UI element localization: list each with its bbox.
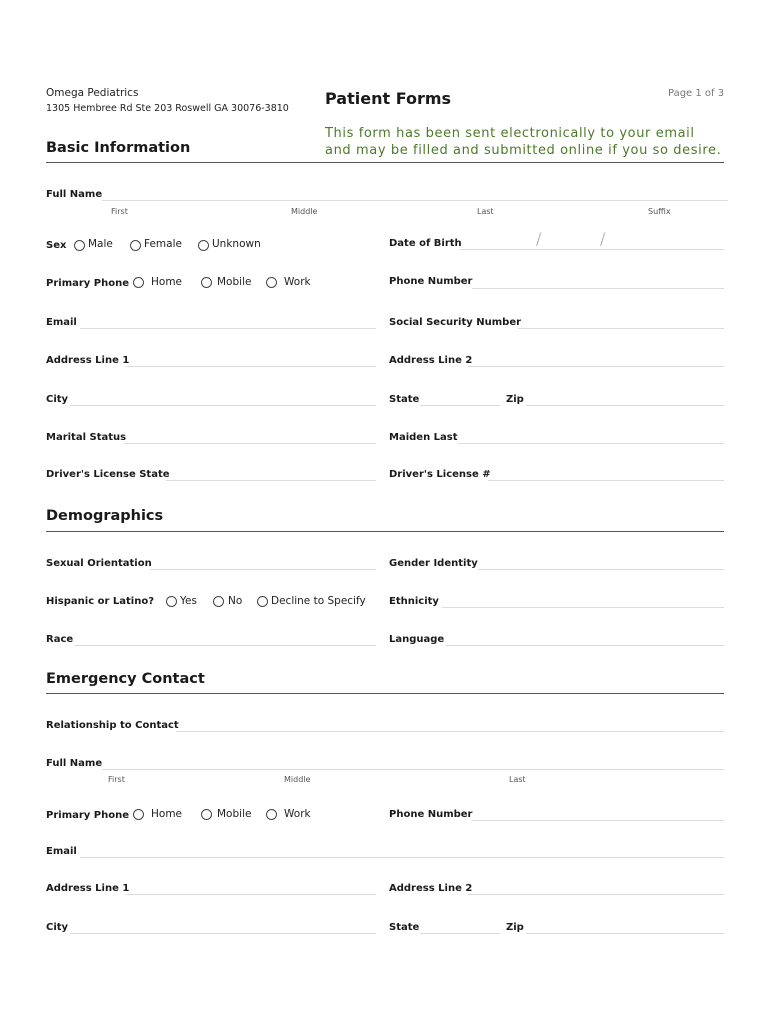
- ec-phone-mobile-radio[interactable]: [201, 809, 212, 820]
- dl-state-field[interactable]: [166, 480, 376, 481]
- ec-first-sublabel: First: [108, 775, 125, 784]
- hispanic-no-label: No: [228, 595, 243, 607]
- relationship-label: Relationship to Contact: [46, 720, 179, 731]
- section-emergency-contact: Emergency Contact: [46, 671, 205, 687]
- page-title: Patient Forms: [325, 89, 452, 108]
- address2-label: Address Line 2: [389, 355, 473, 366]
- email-label: Email: [46, 317, 77, 328]
- ec-email-field[interactable]: [80, 857, 724, 858]
- hispanic-label: Hispanic or Latino?: [46, 596, 155, 607]
- dob-separator: /: [536, 229, 542, 248]
- ec-full-name-label: Full Name: [46, 758, 103, 769]
- dl-number-label: Driver's License #: [389, 469, 491, 480]
- dl-number-field[interactable]: [488, 480, 724, 481]
- phone-home-label: Home: [151, 276, 183, 288]
- sex-female-radio[interactable]: [130, 240, 141, 251]
- sex-male-label: Male: [88, 238, 113, 250]
- ec-phone-number-field[interactable]: [472, 820, 724, 821]
- ec-phone-home-radio[interactable]: [133, 809, 144, 820]
- phone-number-label: Phone Number: [389, 276, 473, 287]
- city-field[interactable]: [70, 405, 376, 406]
- full-name-field[interactable]: [102, 200, 728, 201]
- section-divider: [46, 162, 724, 163]
- maiden-last-field[interactable]: [458, 443, 724, 444]
- ec-city-field[interactable]: [70, 933, 376, 934]
- suffix-sublabel: Suffix: [648, 207, 671, 216]
- maiden-last-label: Maiden Last: [389, 432, 458, 443]
- sexual-orientation-label: Sexual Orientation: [46, 558, 152, 569]
- ethnicity-label: Ethnicity: [389, 596, 439, 607]
- sex-unknown-label: Unknown: [212, 238, 261, 250]
- relationship-field[interactable]: [176, 731, 724, 732]
- section-divider: [46, 693, 724, 694]
- gender-identity-field[interactable]: [478, 569, 724, 570]
- section-divider: [46, 531, 724, 532]
- state-label: State: [389, 394, 420, 405]
- zip-label: Zip: [506, 394, 524, 405]
- phone-work-label: Work: [284, 276, 311, 288]
- section-demographics: Demographics: [46, 508, 164, 524]
- zip-field[interactable]: [526, 405, 724, 406]
- ec-phone-work-label: Work: [284, 808, 311, 820]
- language-label: Language: [389, 634, 445, 645]
- ethnicity-field[interactable]: [442, 607, 724, 608]
- dl-state-label: Driver's License State: [46, 469, 170, 480]
- phone-number-field[interactable]: [472, 288, 724, 289]
- electronic-notice: [325, 125, 745, 159]
- practice-address: 1305 Hembree Rd Ste 203 Roswell GA 30076-3810: [46, 103, 289, 114]
- ec-email-label: Email: [46, 846, 77, 857]
- sex-female-label: Female: [144, 238, 182, 250]
- ec-address2-label: Address Line 2: [389, 883, 473, 894]
- gender-identity-label: Gender Identity: [389, 558, 478, 569]
- primary-phone-label: Primary Phone: [46, 278, 130, 289]
- ec-address2-field[interactable]: [468, 894, 724, 895]
- first-sublabel: First: [111, 207, 128, 216]
- dob-separator: /: [600, 229, 606, 248]
- section-basic-information: Basic Information: [46, 140, 191, 156]
- middle-sublabel: Middle: [291, 207, 318, 216]
- ec-phone-work-radio[interactable]: [266, 809, 277, 820]
- race-field[interactable]: [74, 645, 376, 646]
- email-field[interactable]: [80, 328, 376, 329]
- hispanic-decline-radio[interactable]: [257, 596, 268, 607]
- ec-full-name-field[interactable]: [102, 769, 724, 770]
- notice-line-2: and may be filled and submitted online if you so desire.: [325, 143, 722, 158]
- marital-status-label: Marital Status: [46, 432, 127, 443]
- hispanic-yes-label: Yes: [180, 595, 197, 607]
- ec-last-sublabel: Last: [509, 775, 526, 784]
- address1-field[interactable]: [126, 366, 376, 367]
- ec-primary-phone-label: Primary Phone: [46, 810, 130, 821]
- sex-male-radio[interactable]: [74, 240, 85, 251]
- address2-field[interactable]: [468, 366, 724, 367]
- ec-state-label: State: [389, 922, 420, 933]
- ec-phone-number-label: Phone Number: [389, 809, 473, 820]
- sex-unknown-radio[interactable]: [198, 240, 209, 251]
- page-number: Page 1 of 3: [668, 88, 725, 99]
- full-name-label: Full Name: [46, 189, 103, 200]
- dob-label: Date of Birth: [389, 238, 462, 249]
- sexual-orientation-field[interactable]: [150, 569, 376, 570]
- phone-work-radio[interactable]: [266, 277, 277, 288]
- dob-field[interactable]: [460, 249, 724, 250]
- ec-phone-mobile-label: Mobile: [217, 808, 252, 820]
- phone-mobile-label: Mobile: [217, 276, 252, 288]
- race-label: Race: [46, 634, 74, 645]
- state-field[interactable]: [420, 405, 500, 406]
- hispanic-decline-label: Decline to Specify: [271, 595, 366, 607]
- ec-city-label: City: [46, 922, 69, 933]
- hispanic-no-radio[interactable]: [213, 596, 224, 607]
- ec-address1-label: Address Line 1: [46, 883, 130, 894]
- ssn-label: Social Security Number: [389, 317, 522, 328]
- marital-status-field[interactable]: [124, 443, 376, 444]
- ec-middle-sublabel: Middle: [284, 775, 311, 784]
- ec-phone-home-label: Home: [151, 808, 183, 820]
- practice-name: Omega Pediatrics: [46, 87, 139, 99]
- address1-label: Address Line 1: [46, 355, 130, 366]
- city-label: City: [46, 394, 69, 405]
- hispanic-yes-radio[interactable]: [166, 596, 177, 607]
- sex-label: Sex: [46, 240, 67, 251]
- phone-home-radio[interactable]: [133, 277, 144, 288]
- ec-zip-label: Zip: [506, 922, 524, 933]
- ec-zip-field[interactable]: [526, 933, 724, 934]
- phone-mobile-radio[interactable]: [201, 277, 212, 288]
- ec-address1-field[interactable]: [126, 894, 376, 895]
- ssn-field[interactable]: [518, 328, 724, 329]
- ec-state-field[interactable]: [420, 933, 500, 934]
- language-field[interactable]: [446, 645, 724, 646]
- notice-line-1: This form has been sent electronically to your email: [325, 126, 695, 141]
- last-sublabel: Last: [477, 207, 494, 216]
